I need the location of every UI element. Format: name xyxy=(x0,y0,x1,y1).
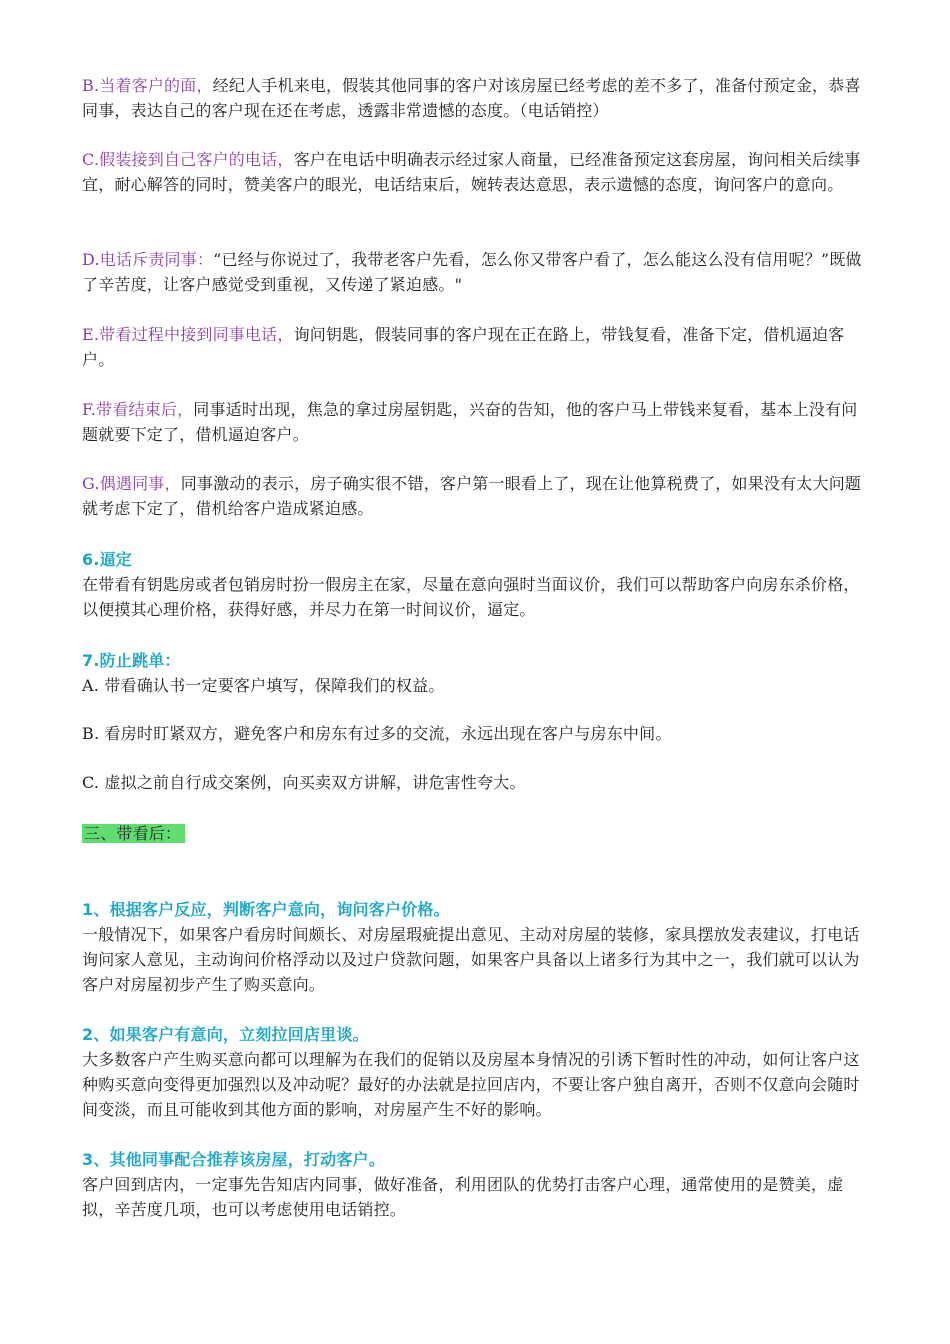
item-text: 同事激动的表示，房子确实很不错，客户第一眼看上了，现在让他算税费了，如果没有太大问题就考虑下定了，借机给客户造成紧迫感。 xyxy=(82,474,862,518)
item-text: 询问钥匙，假装同事的客户现在正在路上，带钱复看，准备下定，借机逼迫客户。 xyxy=(82,325,845,369)
item-label: D.电话斥责同事： xyxy=(82,250,214,269)
step-1-title: 1、根据客户反应，判断客户意向，询问客户价格。 xyxy=(82,900,450,919)
step-1-text: 一般情况下，如果客户看房时间颇长、对房屋瑕疵提出意见、主动对房屋的装修，家具摆放发表建议，打电话询问家人意见，主动询问价格浮动以及过户贷款问题，如果客户具备以上诸多行为其中之一，我们就可以认为客户对房屋初步产生了购买意向。 xyxy=(82,925,860,994)
item-label: E.带看过程中接到同事电话， xyxy=(82,325,294,344)
section-7-item-a: A. 带看确认书一定要客户填写，保障我们的权益。 xyxy=(82,676,445,695)
item-label: G.偶遇同事， xyxy=(82,474,181,493)
step-3-title: 3、其他同事配合推荐该房屋，打动客户。 xyxy=(82,1150,385,1169)
section-7-title: 7.防止跳单： xyxy=(82,651,181,670)
item-d xyxy=(82,247,872,297)
item-e xyxy=(82,322,872,372)
item-text: 经纪人手机来电，假装其他同事的客户对该房屋已经考虑的差不多了，准备付预定金，恭喜同事，表达自己的客户现在还在考虑，透露非常遗憾的态度。（电话销控） xyxy=(82,76,861,120)
item-text: 客户在电话中明确表示经过家人商量，已经准备预定这套房屋，询问相关后续事宜，耐心解答的同时，赞美客户的眼光，电话结束后，婉转表达意思，表示遗憾的态度，询问客户的意向。 xyxy=(82,150,861,194)
item-g xyxy=(82,471,872,521)
section-6-text: 在带看有钥匙房或者包销房时扮一假房主在家，尽量在意向强时当面议价，我们可以帮助客户向房东杀价格，以便摸其心理价格，获得好感，并尽力在第一时间议价，逼定。 xyxy=(82,575,860,619)
section-6-title: 6.逼定 xyxy=(82,550,133,569)
item-b xyxy=(82,73,872,123)
step-3-text: 客户回到店内，一定事先告知店内同事，做好准备，利用团队的优势打击客户心理，通常使用的是赞美，虚拟，辛苦度几项，也可以考虑使用电话销控。 xyxy=(82,1175,844,1219)
item-label: F.带看结束后， xyxy=(82,400,194,419)
part-3-heading xyxy=(82,821,872,846)
item-label: B.当着客户的面， xyxy=(82,76,213,95)
item-c xyxy=(82,147,872,197)
section-7-item-b: B. 看房时盯紧双方，避免客户和房东有过多的交流，永远出现在客户与房东中间。 xyxy=(82,724,672,743)
step-2-text: 大多数客户产生购买意向都可以理解为在我们的促销以及房屋本身情况的引诱下暂时性的冲动，如何让客户这种购买意向变得更加强烈以及冲动呢？最好的办法就是拉回店内，不要让客户独自离开，否则不仅意向会随时间变淡，而且可能收到其他方面的影响，对房屋产生不好的影响。 xyxy=(82,1050,860,1119)
item-f xyxy=(82,397,872,447)
highlighted-heading: 三、带看后： xyxy=(82,824,185,843)
item-text: “已经与你说过了，我带老客户先看，怎么你又带客户看了，怎么能这么没有信用呢？”既做了辛苦度，让客户感觉受到重视，又传递了紧迫感。" xyxy=(82,250,862,294)
section-7-item-c: C. 虚拟之前自行成交案例，向买卖双方讲解，讲危害性夸大。 xyxy=(82,773,526,792)
step-2-title: 2、如果客户有意向，立刻拉回店里谈。 xyxy=(82,1025,369,1044)
item-text: 同事适时出现，焦急的拿过房屋钥匙，兴奋的告知，他的客户马上带钱来复看，基本上没有问题就要下定了，借机逼迫客户。 xyxy=(82,400,858,444)
item-label: C.假装接到自己客户的电话， xyxy=(82,150,294,169)
